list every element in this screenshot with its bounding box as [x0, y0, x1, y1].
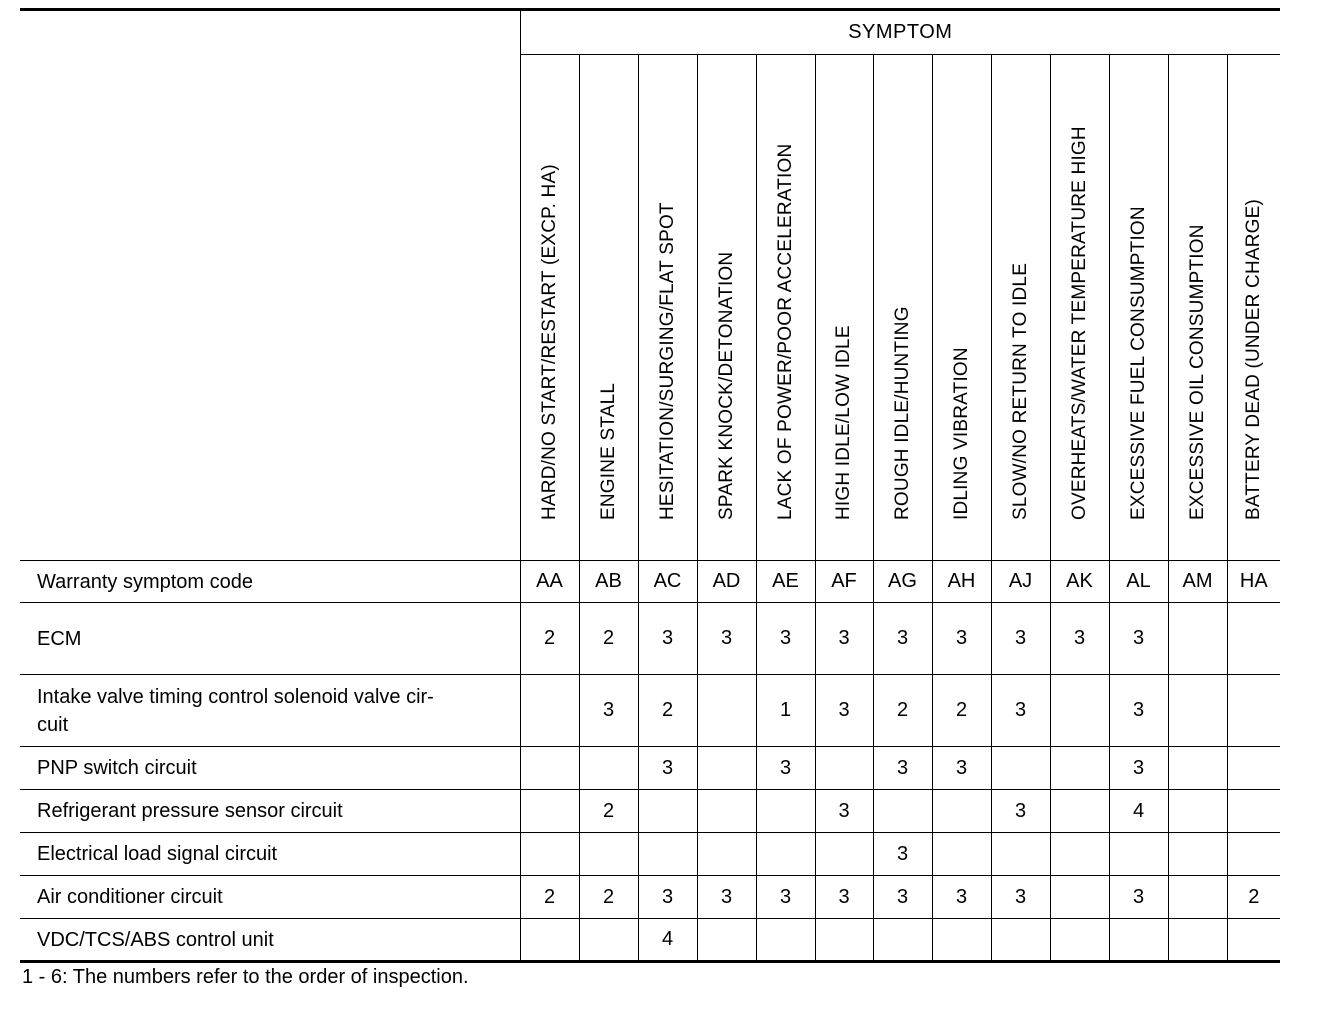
inspection-order-cell	[756, 790, 815, 833]
symptom-column-label: HIGH IDLE/LOW IDLE	[833, 325, 854, 520]
inspection-order-cell: 3	[815, 675, 873, 747]
inspection-order-cell	[756, 833, 815, 876]
inspection-order-cell	[932, 790, 991, 833]
inspection-order-cell	[697, 833, 756, 876]
inspection-order-cell: 2	[932, 675, 991, 747]
inspection-order-cell	[1168, 790, 1227, 833]
inspection-order-cell	[1050, 747, 1109, 790]
inspection-order-cell: 3	[873, 747, 932, 790]
inspection-order-cell	[1168, 919, 1227, 962]
inspection-order-cell: 3	[873, 833, 932, 876]
symptom-code-cell: HA	[1227, 561, 1280, 603]
inspection-order-cell	[991, 919, 1050, 962]
inspection-order-cell	[815, 747, 873, 790]
inspection-order-cell	[638, 790, 697, 833]
symptom-column-header	[991, 55, 1050, 561]
inspection-order-cell	[520, 919, 579, 962]
inspection-order-cell: 3	[991, 876, 1050, 919]
row-label: Air conditioner circuit	[20, 876, 520, 919]
inspection-order-cell	[638, 833, 697, 876]
inspection-order-cell: 2	[579, 876, 638, 919]
inspection-order-cell: 2	[873, 675, 932, 747]
inspection-order-cell	[756, 919, 815, 962]
inspection-order-cell	[991, 833, 1050, 876]
inspection-order-cell	[1109, 919, 1168, 962]
table-row	[20, 876, 1280, 919]
inspection-order-cell: 3	[932, 876, 991, 919]
corner-cell	[20, 10, 520, 561]
inspection-order-cell	[1168, 876, 1227, 919]
table-row	[20, 603, 1280, 675]
symptom-column-header	[1168, 55, 1227, 561]
inspection-order-cell	[697, 919, 756, 962]
inspection-order-cell	[1109, 833, 1168, 876]
inspection-order-cell	[1168, 675, 1227, 747]
inspection-order-cell: 3	[991, 675, 1050, 747]
symptom-table	[20, 8, 1280, 963]
inspection-order-cell: 3	[815, 876, 873, 919]
inspection-order-cell: 3	[932, 747, 991, 790]
symptom-code-cell: AF	[815, 561, 873, 603]
table-row	[20, 747, 1280, 790]
symptom-column-label: EXCESSIVE OIL CONSUMPTION	[1186, 224, 1208, 520]
row-label: Intake valve timing control solenoid valve cir- cuit	[20, 675, 520, 747]
inspection-order-cell	[697, 675, 756, 747]
symptom-column-label: OVERHEATS/WATER TEMPERATURE HIGH	[1068, 126, 1090, 520]
footnote: 1 - 6: The numbers refer to the order of inspection.	[22, 966, 469, 988]
inspection-order-cell: 3	[1109, 675, 1168, 747]
inspection-order-cell: 3	[756, 876, 815, 919]
inspection-order-cell: 3	[932, 603, 991, 675]
table-body	[20, 561, 1280, 962]
symptom-code-cell: AE	[756, 561, 815, 603]
inspection-order-cell: 3	[991, 603, 1050, 675]
symptom-column-label: IDLING VIBRATION	[950, 347, 972, 520]
inspection-order-cell: 3	[873, 876, 932, 919]
symptom-column-label: HESITATION/SURGING/FLAT SPOT	[656, 202, 678, 520]
inspection-order-cell	[873, 790, 932, 833]
inspection-order-cell	[1227, 675, 1280, 747]
symptom-column-label: EXCESSIVE FUEL CONSUMPTION	[1127, 206, 1149, 520]
inspection-order-cell: 3	[815, 790, 873, 833]
inspection-order-cell: 1	[756, 675, 815, 747]
symptom-column-header	[815, 55, 873, 561]
symptom-column-label: BATTERY DEAD (UNDER CHARGE)	[1242, 198, 1264, 520]
inspection-order-cell	[1227, 919, 1280, 962]
code-row	[20, 561, 1280, 603]
title-row	[20, 10, 1280, 55]
row-label: PNP switch circuit	[20, 747, 520, 790]
symptom-code-cell: AD	[697, 561, 756, 603]
inspection-order-cell: 3	[1109, 603, 1168, 675]
row-label: Electrical load signal circuit	[20, 833, 520, 876]
inspection-order-cell	[1050, 675, 1109, 747]
symptom-column-label: ENGINE STALL	[597, 382, 619, 520]
inspection-order-cell	[520, 833, 579, 876]
inspection-order-cell: 3	[756, 747, 815, 790]
inspection-order-cell	[1227, 833, 1280, 876]
code-row-label: Warranty symptom code	[20, 561, 520, 603]
inspection-order-cell: 2	[638, 675, 697, 747]
symptom-column-label: SPARK KNOCK/DETONATION	[715, 251, 737, 520]
inspection-order-cell	[579, 747, 638, 790]
symptom-column-label: HARD/NO START/RESTART (EXCP. HA)	[538, 164, 560, 520]
inspection-order-cell	[1168, 603, 1227, 675]
inspection-order-cell: 3	[756, 603, 815, 675]
symptom-column-header	[1109, 55, 1168, 561]
symptom-code-cell: AM	[1168, 561, 1227, 603]
inspection-order-cell: 3	[638, 603, 697, 675]
symptom-code-cell: AJ	[991, 561, 1050, 603]
inspection-order-cell	[520, 747, 579, 790]
symptom-code-cell: AB	[579, 561, 638, 603]
inspection-order-cell	[1050, 833, 1109, 876]
inspection-order-cell	[1227, 790, 1280, 833]
table-row	[20, 919, 1280, 962]
inspection-order-cell: 3	[1109, 876, 1168, 919]
inspection-order-cell	[520, 675, 579, 747]
symptom-column-label: ROUGH IDLE/HUNTING	[891, 306, 913, 520]
inspection-order-cell	[991, 747, 1050, 790]
inspection-order-cell	[697, 747, 756, 790]
inspection-order-cell	[1227, 747, 1280, 790]
inspection-order-cell	[932, 833, 991, 876]
inspection-order-cell: 3	[1109, 747, 1168, 790]
symptom-column-header	[579, 55, 638, 561]
inspection-order-cell: 3	[815, 603, 873, 675]
row-label: Refrigerant pressure sensor circuit	[20, 790, 520, 833]
inspection-order-cell	[873, 919, 932, 962]
symptom-column-header	[520, 55, 579, 561]
inspection-order-cell: 2	[520, 876, 579, 919]
inspection-order-cell	[1168, 747, 1227, 790]
inspection-order-cell: 4	[1109, 790, 1168, 833]
inspection-order-cell: 2	[1227, 876, 1280, 919]
table-row	[20, 833, 1280, 876]
row-label: VDC/TCS/ABS control unit	[20, 919, 520, 962]
inspection-order-cell: 2	[579, 603, 638, 675]
symptom-column-header	[932, 55, 991, 561]
symptom-code-cell: AL	[1109, 561, 1168, 603]
symptom-column-header	[638, 55, 697, 561]
inspection-order-cell	[1227, 603, 1280, 675]
table-row	[20, 790, 1280, 833]
inspection-order-cell: 3	[1050, 603, 1109, 675]
symptom-title: SYMPTOM	[520, 10, 1280, 55]
inspection-order-cell	[1050, 919, 1109, 962]
table-row	[20, 675, 1280, 747]
inspection-order-cell	[520, 790, 579, 833]
symptom-column-header	[1050, 55, 1109, 561]
inspection-order-cell	[579, 833, 638, 876]
inspection-order-cell	[1050, 876, 1109, 919]
symptom-column-label: LACK OF POWER/POOR ACCELERATION	[774, 143, 796, 520]
inspection-order-cell: 3	[991, 790, 1050, 833]
inspection-order-cell	[815, 833, 873, 876]
symptom-column-header	[873, 55, 932, 561]
inspection-order-cell	[932, 919, 991, 962]
inspection-order-cell: 2	[579, 790, 638, 833]
inspection-order-cell	[579, 919, 638, 962]
inspection-order-cell	[815, 919, 873, 962]
symptom-code-cell: AA	[520, 561, 579, 603]
inspection-order-cell	[1168, 833, 1227, 876]
symptom-code-cell: AK	[1050, 561, 1109, 603]
symptom-column-header	[756, 55, 815, 561]
inspection-order-cell: 3	[638, 747, 697, 790]
inspection-order-cell: 3	[697, 876, 756, 919]
inspection-order-cell	[1050, 790, 1109, 833]
inspection-order-cell: 3	[873, 603, 932, 675]
symptom-code-cell: AC	[638, 561, 697, 603]
symptom-column-label: SLOW/NO RETURN TO IDLE	[1009, 262, 1031, 520]
inspection-order-cell	[697, 790, 756, 833]
inspection-order-cell: 4	[638, 919, 697, 962]
symptom-code-cell: AH	[932, 561, 991, 603]
symptom-code-cell: AG	[873, 561, 932, 603]
inspection-order-cell: 3	[579, 675, 638, 747]
symptom-column-header	[1227, 55, 1280, 561]
symptom-column-header	[697, 55, 756, 561]
inspection-order-cell: 2	[520, 603, 579, 675]
inspection-order-cell: 3	[638, 876, 697, 919]
inspection-order-cell: 3	[697, 603, 756, 675]
row-label: ECM	[20, 603, 520, 675]
